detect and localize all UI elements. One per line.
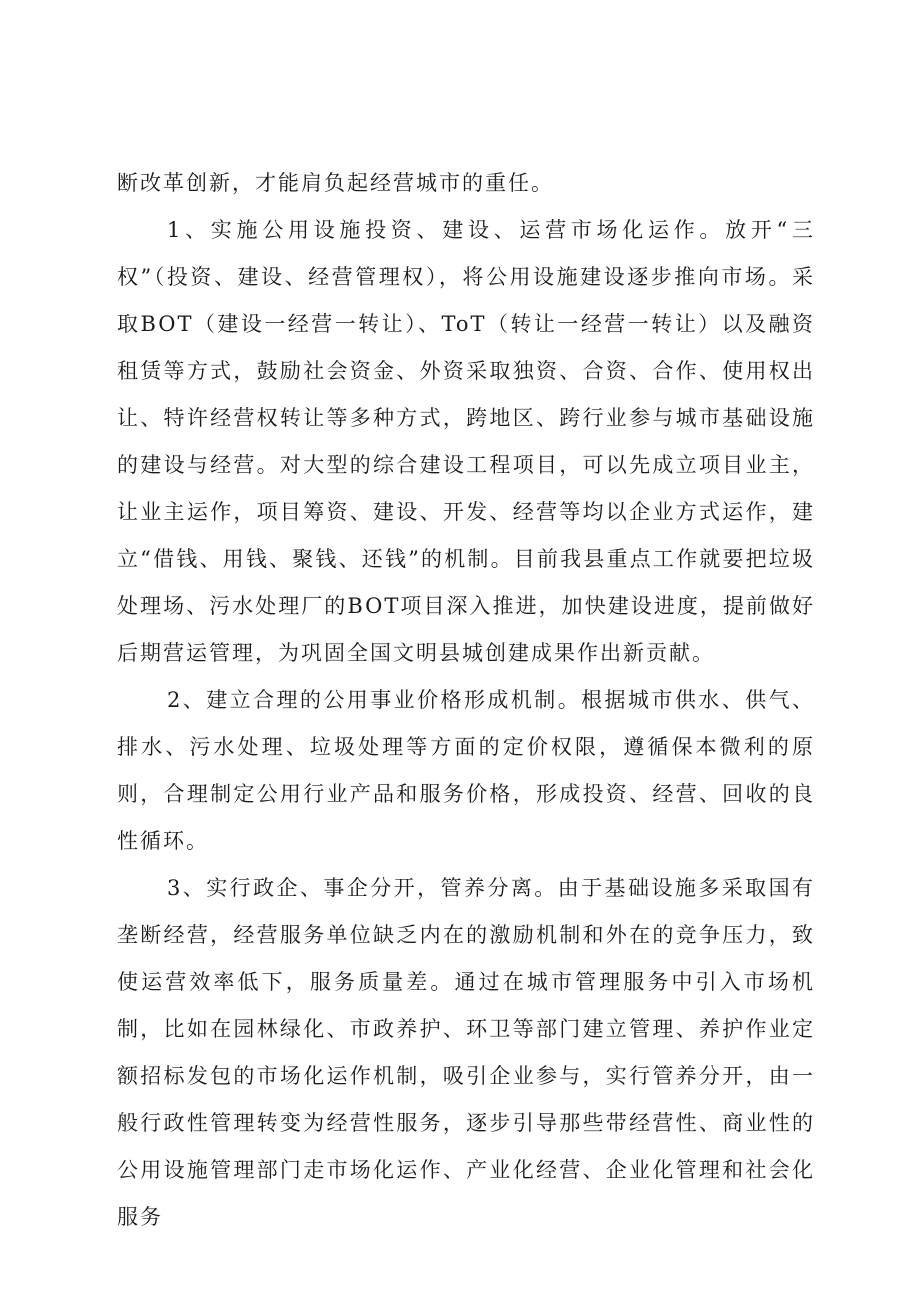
- paragraph-item-2: 2、建立合理的公用事业价格形成机制。根据城市供水、供气、排水、污水处理、垃圾处理等方面的定价权限，遵循保本微利的原则，合理制定公用行业产品和服务价格，形成投资、经营、回收的良性循环。: [117, 688, 815, 853]
- paragraph-item-3: 3、实行政企、事企分开，管养分离。由于基础设施多采取国有垄断经营，经营服务单位缺乏内在的激励机制和外在的竞争压力，致使运营效率低下，服务质量差。通过在城市管理服务中引入市场机制，比如在园林绿化、市政养护、环卫等部门建立管理、养护作业定额招标发包的市场化运作机制，吸引企业参与，实行管养分开，由一般行政性管理转变为经营性服务，逐步引导那些带经营性、商业性的公用设施管理部门走市场化运作、产业化经营、企业化管理和社会化服务: [117, 876, 815, 1229]
- paragraph-continuation: 断改革创新，才能肩负起经营城市的重任。: [117, 171, 554, 195]
- paragraph-item-1: 1、实施公用设施投资、建设、运营市场化运作。放开“三权”（投资、建设、经营管理权），将公用设施建设逐步推向市场。采取BOT（建设一经营一转让）、ToT（转让一经营一转让）以及融资租赁等方式，鼓励社会资金、外资采取独资、合资、合作、使用权出让、特许经营权转让等多种方式，跨地区、跨行业参与城市基础设施的建设与经营。对大型的综合建设工程项目，可以先成立项目业主，让业主运作，项目筹资、建设、开发、经营等均以企业方式运作，建立“借钱、用钱、聚钱、还钱”的机制。目前我县重点工作就要把垃圾处理场、污水处理厂的BOT项目深入推进，加快建设进度，提前做好后期营运管理，为巩固全国文明县城创建成果作出新贡献。: [117, 218, 815, 665]
- document-body: [117, 160, 815, 1241]
